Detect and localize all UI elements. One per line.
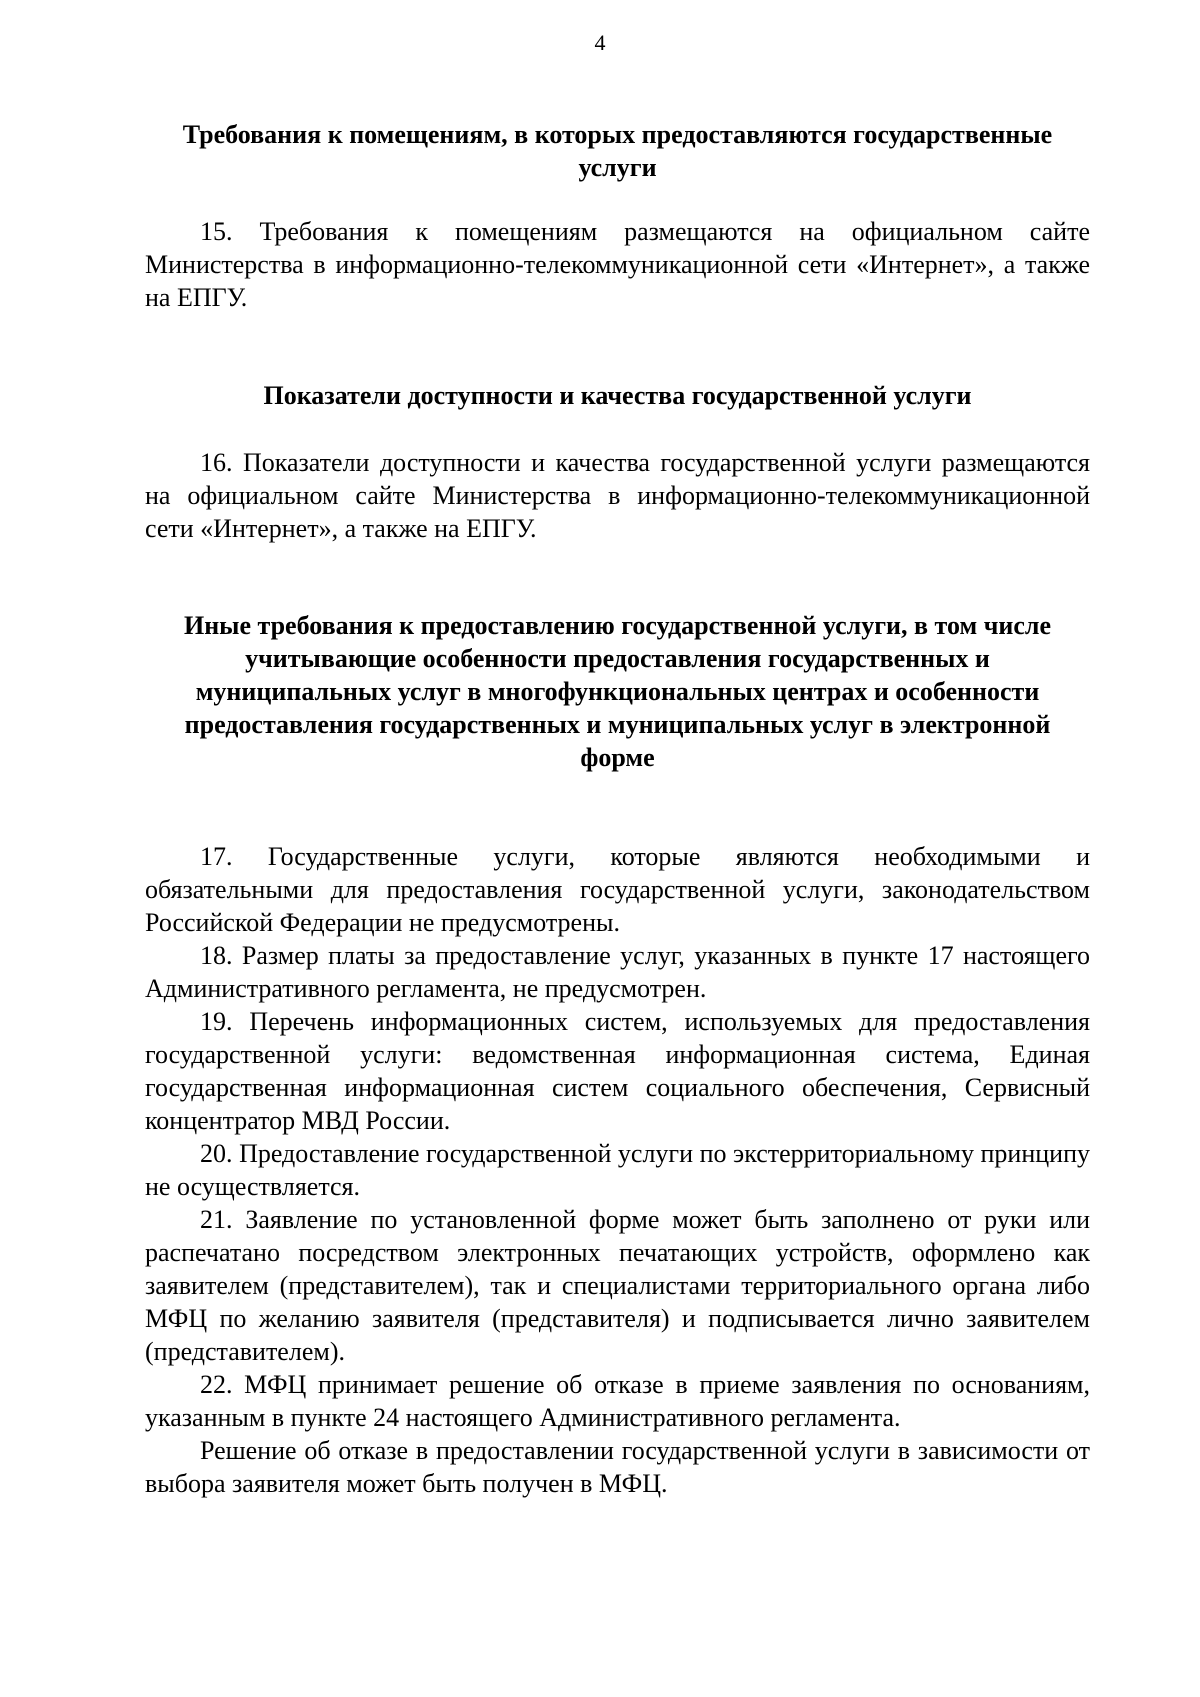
section-heading-premises: Требования к помещениям, в которых предоставляются государственные услуги xyxy=(182,120,1053,182)
section-other-requirements-paragraphs xyxy=(145,840,1090,1500)
paragraph-16: 16. Показатели доступности и качества государственной услуги размещаются на официальном сайте Министерства в информационно-телекоммуникационной сети «Интернет», а также на ЕПГУ. xyxy=(145,448,1090,543)
paragraph-18: 18. Размер платы за предоставление услуг, указанных в пункте 17 настоящего Административного регламента, не предусмотрен. xyxy=(145,941,1090,1003)
paragraph-20: 20. Предоставление государственной услуги по экстерриториальному принципу не осуществляется. xyxy=(145,1139,1090,1201)
paragraph-17: 17. Государственные услуги, которые являются необходимыми и обязательными для предоставления государственной услуги, законодательством Российской Федерации не предусмотрены. xyxy=(145,842,1090,937)
paragraph-21: 21. Заявление по установленной форме может быть заполнено от руки или распечатано посредством электронных печатающих устройств, оформлено как заявителем (представителем), так и специалистами территориального органа либо МФЦ по желанию заявителя (представителя) и подписывается лично заявителем (представителем). xyxy=(145,1205,1090,1366)
paragraph-15: 15. Требования к помещениям размещаются на официальном сайте Министерства в информационно-телекоммуникационной сети «Интернет», а также на ЕПГУ. xyxy=(145,217,1090,312)
page-number: 4 xyxy=(594,30,606,55)
paragraph-19: 19. Перечень информационных систем, используемых для предоставления государственной услуги: ведомственная информационная система, Единая государственная информационная систем социального обеспечения, Сервисный концентратор МВД России. xyxy=(145,1007,1090,1135)
paragraph-22: 22. МФЦ принимает решение об отказе в приеме заявления по основаниям, указанным в пункте 24 настоящего Административного регламента. xyxy=(145,1370,1090,1432)
section-heading-accessibility: Показатели доступности и качества государственной услуги xyxy=(263,381,972,410)
paragraph-decision: Решение об отказе в предоставлении государственной услуги в зависимости от выбора заявителя может быть получен в МФЦ. xyxy=(145,1436,1090,1498)
section-heading-other-requirements: Иные требования к предоставлению государственной услуги, в том числе учитывающие особенности предоставления государственных и муниципальных услуг в многофункциональных центрах и особенности предоставления государственных и муниципальных услуг в электронной форме xyxy=(183,611,1052,772)
